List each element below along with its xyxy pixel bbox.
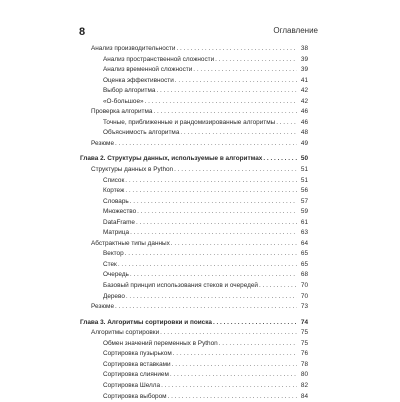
running-title: Оглавление [273,26,318,35]
toc-entry-title: Оценка эффективности [103,76,174,87]
toc-entry[interactable] [80,292,308,303]
toc-entry-page: 46 [298,107,308,118]
toc-entry-title: Абстрактные типы данных [91,239,170,250]
toc-entry-title: Анализ пространственной сложности [103,55,214,66]
toc-entry[interactable] [80,260,308,271]
toc-entry-title: Анализ производительности [91,44,176,55]
toc-entry-page: 57 [298,197,308,208]
toc-leader-dots [125,249,297,260]
toc-entry[interactable] [80,302,308,313]
toc-leader-dots [115,139,297,150]
toc-leader-dots [170,370,297,381]
toc-leader-dots [215,55,297,66]
toc-leader-dots [177,44,298,55]
table-of-contents [80,44,308,402]
toc-entry[interactable] [80,86,308,97]
toc-entry-title: Анализ временной сложности [103,65,192,76]
toc-entry-page: 63 [298,228,308,239]
toc-leader-dots [174,165,297,176]
toc-entry[interactable] [80,328,308,339]
toc-leader-dots [175,76,297,87]
toc-entry-title: Обмен значений переменных в Python [103,339,218,350]
toc-entry[interactable] [80,107,308,118]
toc-entry[interactable] [80,44,308,55]
toc-entry[interactable] [80,118,308,129]
toc-entry-title: Матрица [103,228,129,239]
toc-leader-dots [130,197,297,208]
toc-entry[interactable] [80,197,308,208]
toc-leader-dots [213,318,297,329]
toc-entry[interactable] [80,228,308,239]
toc-entry[interactable] [80,165,308,176]
toc-entry[interactable] [80,65,308,76]
toc-entry[interactable] [80,97,308,108]
toc-chapter-2[interactable] [80,154,308,165]
toc-entry[interactable] [80,139,308,150]
toc-block-ch1-tail [80,44,308,149]
toc-leader-dots [180,128,297,139]
toc-entry-title: Проверка алгоритма [91,107,152,118]
toc-chapter-3[interactable] [80,318,308,329]
toc-entry-page: 42 [298,86,308,97]
toc-leader-dots [263,154,297,165]
toc-chapter-page: 74 [298,318,308,329]
toc-leader-dots [193,65,297,76]
toc-entry-page: 84 [298,392,308,402]
toc-entry-title: Базовый принцип использования стеков и очередей [103,281,258,292]
toc-leader-dots [137,207,297,218]
toc-leader-dots [171,239,297,250]
toc-entry-page: 80 [298,370,308,381]
toc-chapter-title: Глава 3. Алгоритмы сортировки и поиска [80,318,212,329]
toc-entry-page: 49 [298,139,308,150]
toc-entry-page: 41 [298,76,308,87]
toc-entry-page: 70 [298,281,308,292]
toc-entry[interactable] [80,392,308,402]
toc-entry-title: Вектор [103,249,124,260]
toc-entry-title: Структуры данных в Python [91,165,173,176]
toc-entry-title: Сортировка Шелла [103,381,160,392]
toc-entry-page: 61 [298,218,308,229]
toc-entry-page: 70 [298,292,308,303]
toc-entry-title: Кортеж [103,186,124,197]
toc-leader-dots [115,302,297,313]
toc-leader-dots [173,349,297,360]
toc-leader-dots [118,260,297,271]
toc-entry[interactable] [80,381,308,392]
toc-entry-page: 73 [298,302,308,313]
toc-entry[interactable] [80,349,308,360]
toc-entry-page: 46 [298,118,308,129]
toc-leader-dots [168,392,297,402]
toc-entry-title: Точные, приближенные и рандомизированные алгоритмы [103,118,275,129]
toc-entry-page: 56 [298,186,308,197]
toc-leader-dots [156,86,297,97]
toc-leader-dots [160,328,297,339]
toc-chapter-title: Глава 2. Структуры данных, используемые в алгоритмах [80,154,262,165]
toc-chapter-page: 50 [298,154,308,165]
toc-entry-page: 42 [298,97,308,108]
toc-entry-title: Сортировка вставками [103,360,171,371]
toc-entry-page: 65 [298,260,308,271]
toc-entry-title: Множество [103,207,136,218]
toc-leader-dots [130,270,297,281]
toc-entry-title: DataFrame [103,218,135,229]
toc-entry-title: Объяснимость алгоритма [103,128,179,139]
toc-entry-title: Стек [103,260,117,271]
toc-entry-page: 59 [298,207,308,218]
toc-entry[interactable] [80,218,308,229]
toc-entry[interactable] [80,207,308,218]
toc-leader-dots [259,281,297,292]
toc-entry-page: 76 [298,349,308,360]
toc-entry-title: «О-большое» [103,97,144,108]
toc-leader-dots [136,218,297,229]
toc-block-ch2 [80,165,308,313]
toc-entry-title: Очередь [103,270,129,281]
toc-leader-dots [219,339,297,350]
toc-entry-title: Сортировка слиянием [103,370,169,381]
toc-entry-page: 38 [298,44,308,55]
toc-leader-dots [130,228,297,239]
page-number: 8 [79,26,85,38]
toc-entry-title: Дерево [103,292,125,303]
toc-entry[interactable] [80,360,308,371]
toc-entry-title: Сортировка пузырьком [103,349,172,360]
toc-entry-page: 39 [298,55,308,66]
toc-entry-page: 64 [298,239,308,250]
toc-entry[interactable] [80,128,308,139]
toc-entry-title: Выбор алгоритма [103,86,155,97]
toc-leader-dots [125,176,297,187]
toc-entry[interactable] [80,239,308,250]
toc-entry[interactable] [80,55,308,66]
toc-entry[interactable] [80,281,308,292]
toc-entry[interactable] [80,339,308,350]
toc-entry-page: 75 [298,339,308,350]
toc-entry-title: Сортировка выбором [103,392,167,402]
toc-entry[interactable] [80,270,308,281]
toc-entry-page: 65 [298,249,308,260]
toc-leader-dots [125,186,297,197]
toc-entry-page: 82 [298,381,308,392]
toc-entry-page: 51 [298,165,308,176]
toc-entry-page: 48 [298,128,308,139]
toc-entry[interactable] [80,176,308,187]
toc-entry-page: 78 [298,360,308,371]
toc-entry-title: Резюме [91,302,114,313]
toc-entry[interactable] [80,370,308,381]
toc-leader-dots [126,292,297,303]
toc-entry[interactable] [80,186,308,197]
toc-entry-title: Список [103,176,124,187]
toc-entry-page: 39 [298,65,308,76]
toc-block-ch3 [80,328,308,402]
toc-leader-dots [276,118,297,129]
toc-entry-page: 68 [298,270,308,281]
toc-entry-title: Алгоритмы сортировки [91,328,159,339]
toc-leader-dots [145,97,297,108]
toc-entry[interactable] [80,249,308,260]
toc-leader-dots [161,381,297,392]
toc-entry-page: 51 [298,176,308,187]
toc-entry-title: Словарь [103,197,129,208]
toc-entry-title: Резюме [91,139,114,150]
toc-entry-page: 75 [298,328,308,339]
toc-leader-dots [153,107,297,118]
toc-leader-dots [172,360,297,371]
toc-entry[interactable] [80,76,308,87]
